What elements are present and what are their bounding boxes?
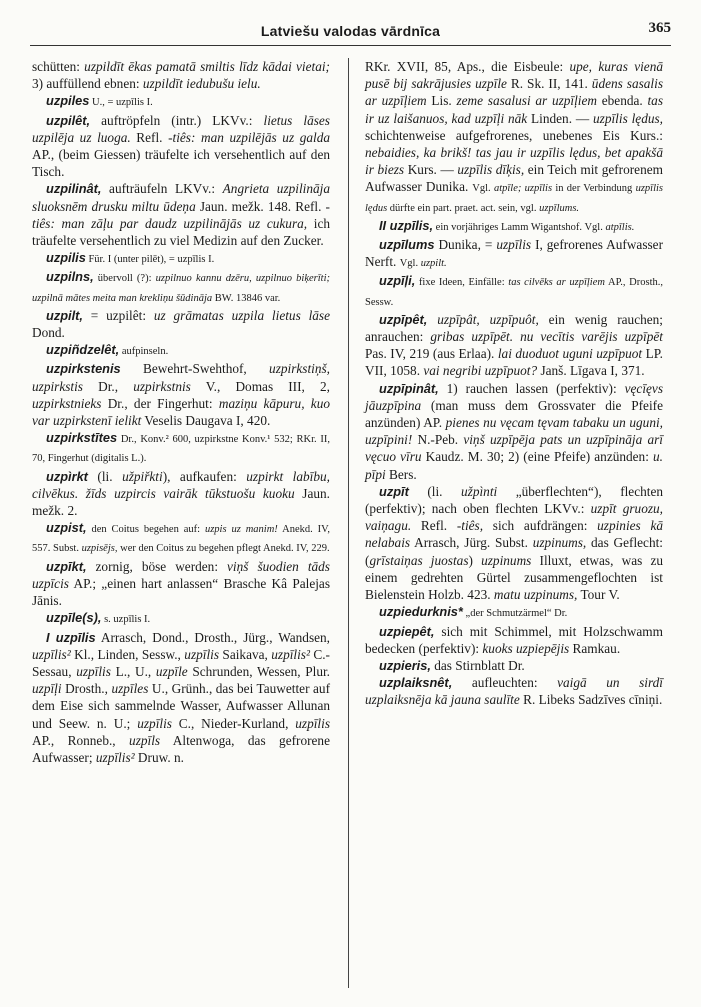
latvian-example: pienes nu vęcam tęvam tabaku un uguni, uzpīpini!	[365, 415, 663, 448]
dictionary-entry	[32, 609, 330, 628]
small-text: wer den Coitus zu begehen pflegt Anekd. IV, 229.	[117, 543, 330, 555]
small-text: BW. 13846 var.	[212, 292, 281, 304]
entry-continuation	[32, 58, 330, 92]
definition-text: (li.	[87, 468, 123, 484]
definition-text: AP.; „einen hart anlassen“ Brasche Kâ Palejas Jānis.	[32, 575, 330, 609]
dictionary-entry	[32, 629, 330, 767]
headword: uzpilinât,	[46, 181, 102, 197]
definition-text: schichtenweise aufgefrorenes, unebenes Eis Kurs.:	[365, 127, 663, 143]
dictionary-entry	[32, 519, 330, 557]
small-text: s. uzpīlis I.	[101, 614, 151, 626]
latvian-example: -tiês: man uzpilējās uz galda	[168, 129, 330, 145]
latvian-example: uzpīlis²	[271, 646, 310, 662]
latvian-example: lietus lāses uzpilēja uz luoga.	[32, 112, 330, 145]
latvian-example: maziņu kāpuru, kuo var uzpirkstenī ielikt	[32, 395, 330, 429]
definition-text	[427, 312, 437, 327]
definition-text: 1) rauchen lassen (perfektiv):	[438, 380, 625, 396]
column-divider	[348, 58, 349, 988]
dictionary-entry	[32, 341, 330, 360]
entry-continuation	[365, 58, 663, 217]
definition-text: Dunika, =	[434, 237, 497, 253]
definition-text: Altenwoga, das gefrorene Aufwasser;	[32, 732, 330, 765]
latvian-example: gribas uzpīpēt. nu vecītis varējis uzpīpēt	[430, 329, 663, 345]
headword: uzplaiksnêt,	[379, 675, 453, 691]
latvian-example: uzpīlis	[76, 663, 111, 679]
latvian-example: uzpīlis²	[95, 749, 135, 765]
latvian-example: uzpinums	[481, 552, 532, 568]
definition-text: )	[468, 552, 482, 568]
latvian-example: tas ir uz laišanuos, kad uzpīļi nāk	[365, 93, 664, 126]
definition-text: Kaudz. M. 30; 2) (eine Pfeife) anzünden:	[421, 449, 654, 465]
small-text: Vgl.	[472, 183, 494, 195]
headword: uzpiles	[46, 93, 90, 109]
definition-text: AP., Ronneb.,	[32, 732, 130, 748]
definition-text: das Geflecht: (	[365, 535, 663, 568]
small-text: den Coitus begehen auf:	[86, 524, 205, 536]
dictionary-entry	[365, 483, 663, 603]
small-text: in der Verbindung	[552, 183, 636, 195]
definition-text: sich aufdrängen:	[483, 518, 598, 534]
definition-text: „überflechten“), flechten (perfektiv); nach oben flechten LKVv.:	[365, 483, 664, 517]
latvian-example-small: uzpīlis lędus	[365, 183, 664, 214]
definition-text: Arrasch, Jürg. Subst.	[410, 535, 533, 551]
definition-text: Jaun. mežk. 2.	[32, 485, 330, 519]
latvian-example: uzpīle	[155, 663, 188, 679]
left-column	[32, 58, 330, 766]
dictionary-entry	[32, 468, 330, 520]
definition-text: Pas. IV, 219 (aus Erlaa).	[365, 346, 498, 362]
definition-text: schütten:	[32, 59, 85, 74]
definition-text: sich mit Schimmel, mit Holzschwamm bedecken (perfektiv):	[365, 623, 663, 656]
definition-text: N.-Peb.	[412, 432, 464, 448]
definition-text: LP. VII, 1058.	[365, 346, 663, 379]
latvian-example: uzpīls	[129, 732, 161, 748]
latvian-example: uzpīlis	[137, 715, 172, 731]
latvian-example: nebaidies, ka brikš! tas jau ir uzpīlis lędus, bet apakšā ir biezs	[365, 145, 663, 178]
right-column	[365, 58, 663, 709]
latvian-example-small: uzpisējs,	[81, 543, 118, 555]
dictionary-entry	[32, 429, 330, 467]
latvian-example: uzpirkstnis	[133, 378, 191, 394]
latvian-example-small: uzpilnuo kannu dzēru, uzpilnuo biķerīti; uzpilnā mātes meita man krekliņu šūdināja	[32, 273, 330, 304]
definition-text: Bers.	[385, 466, 417, 482]
definition-text: Refl.	[130, 129, 169, 145]
definition-text: Druw. n.	[134, 749, 184, 765]
definition-text: I, gefrorenes Aufwasser Nerft.	[365, 237, 663, 270]
latvian-example: uzpirkstiņš, uzpirkstis	[32, 361, 330, 394]
latvian-example: uzpirkt labību, cilvēkus. žīds uzpircis vairāk tūkstuošu kuoku	[32, 468, 330, 501]
dictionary-entry	[365, 311, 663, 380]
definition-text: Kurs. —	[404, 162, 458, 178]
running-header	[30, 20, 671, 42]
definition-text: Bewehrt-Swehthof,	[120, 361, 270, 377]
headword: uzpīle(s),	[46, 610, 102, 626]
definition-text: Schrunden, Wessen, Plur.	[187, 663, 330, 679]
header-rule	[30, 45, 671, 46]
latvian-example: užpìnti	[461, 483, 498, 499]
latvian-example: kuoks uzpiepējis	[482, 640, 570, 656]
definition-text: R. Libeks Sadzīves cīniņi.	[519, 692, 663, 708]
latvian-example: -tiês: man zāļu par daudz uzpilinājās uz cukura,	[32, 198, 330, 231]
definition-text: Saikava,	[219, 646, 272, 662]
latvian-example: uzpīles	[111, 681, 149, 697]
headword: uzpīt	[379, 483, 409, 499]
headword: uzpilêt,	[46, 112, 91, 128]
definition-text: RKr. XVII, 85, Aps., die Eisbeule:	[365, 59, 570, 74]
definition-text: das Stirnblatt Dr.	[430, 657, 525, 673]
latvian-example: vai negribi uzpīpuot?	[423, 363, 538, 379]
headword: uzpieris,	[379, 657, 431, 673]
definition-text: aufleuchten:	[452, 675, 558, 691]
dictionary-entry	[32, 92, 330, 111]
definition-text: Illuxt, etwas, was zu einem gedrehten Gürtel zusammengeflochten ist Bielenstein Holzb. 423.	[365, 552, 663, 603]
latvian-example-small: uzpilt.	[420, 258, 447, 270]
small-text: Für. I (unter pilēt), = uzpīlis I.	[85, 254, 215, 266]
headword: uzpiedurknis*	[379, 604, 463, 620]
small-text: übervoll (?):	[93, 273, 156, 285]
latvian-example: lai duoduot uguni uzpīpuot	[497, 346, 643, 362]
latvian-example: uzpinies kā nelabais	[365, 518, 663, 551]
definition-text: ), aufkaufen:	[162, 468, 247, 484]
headword: uzpīļi,	[379, 273, 416, 289]
latvian-example: uzpīlis dīķis,	[457, 162, 525, 178]
definition-text: ein Teich mit gefrorenem Aufwasser Dunika.	[365, 162, 663, 195]
latvian-example: u. pīpi	[365, 449, 663, 482]
definition-text: AP., (beim Giessen) träufelte ich versehentlich auf den Tisch.	[32, 147, 330, 180]
definition-text: Dr., der Fingerhut:	[101, 395, 219, 411]
headword: uzpīlums	[379, 237, 435, 253]
headword: uzpīkt,	[46, 558, 87, 574]
latvian-example-small: atpīle; uzpīlis	[493, 183, 553, 195]
definition-text: Ramkau.	[569, 640, 621, 656]
latvian-example: Angrieta uzpilināja sluoksnēm drusku miltu ūdeņa	[32, 181, 330, 214]
small-text: Vgl.	[399, 258, 421, 270]
latvian-example-small: tas cilvēks ar uzpīļiem	[508, 277, 605, 289]
latvian-example: uzpildīt ēkas pamatā smiltis līdz kādai vietai;	[84, 59, 330, 74]
dictionary-entry	[32, 180, 330, 249]
latvian-example: uzpildīt iedubušu ielu.	[142, 76, 261, 92]
dictionary-entry	[32, 249, 330, 268]
small-text: Anekd. IV, 557. Subst.	[32, 524, 331, 555]
dictionary-entry	[365, 272, 663, 310]
latvian-example: grīstaiņas juostas	[369, 552, 469, 568]
dictionary-entry	[32, 307, 330, 341]
dictionary-entry	[32, 558, 330, 610]
latvian-example-small: uzpīlums.	[539, 202, 580, 214]
definition-text: 3) auffüllend ebnen:	[32, 76, 143, 92]
dictionary-entry	[365, 657, 663, 674]
definition-text: ich träufelte versehentlich zu viel Medizin auf den Zucker.	[32, 215, 330, 249]
latvian-example: -tiês,	[456, 518, 484, 534]
latvian-example: uzpīlis²	[32, 646, 71, 662]
dictionary-entry	[365, 380, 663, 483]
headword: II uzpīlis,	[379, 217, 434, 233]
latvian-example: viņš uzpīpēja pats un uzpīpināja arī vęcuo vīru	[365, 432, 663, 465]
small-text: ein vorjähriges Lamm Wigantshof. Vgl.	[433, 221, 606, 233]
definition-text: Dond.	[32, 325, 65, 341]
latvian-example: ūdens sasalis ar uzpīļiem	[365, 76, 663, 109]
definition-text: ein wenig rauchen; anrauchen:	[365, 311, 663, 345]
definition-text: aufträufeln LKVv.:	[101, 181, 223, 197]
definition-text: Linden. —	[527, 110, 594, 126]
small-text: dürfte ein part. praet. act. sein, vgl.	[387, 202, 540, 214]
dictionary-entry	[32, 112, 330, 181]
headword: uzpīpinât,	[379, 380, 439, 396]
dictionary-entry	[365, 236, 663, 272]
latvian-example: uzpinums,	[532, 535, 587, 551]
definition-text: Dr.,	[82, 378, 134, 394]
definition-text: ebenda.	[597, 93, 648, 109]
latvian-example: zeme sasalusi ar uzpīļiem	[456, 93, 598, 109]
dictionary-entry	[365, 603, 663, 622]
headword: I uzpīlis	[46, 629, 96, 645]
latvian-example: uzpīlis	[496, 237, 532, 253]
latvian-example: uzpīļi	[32, 681, 62, 697]
page-number: 365	[648, 20, 671, 36]
latvian-example: uzpirkstnieks	[32, 395, 102, 411]
definition-text: Tour V.	[577, 587, 620, 603]
definition-text: Lis.	[426, 93, 457, 109]
latvian-example: uzpīlis lędus,	[593, 110, 663, 126]
definition-text: Jaun. mežk. 148. Refl.	[195, 198, 326, 214]
latvian-example: uzpīlis	[295, 715, 330, 731]
headword: uzpiepêt,	[379, 623, 435, 639]
definition-text: U., Grünh., das bei Tauwetter auf dem Eise sich sammelnde Wasser, Aufwasser Allunan und Seew. n. U.;	[32, 681, 330, 731]
headword: uzpist,	[46, 520, 87, 536]
definition-text: Veselis Daugava I, 420.	[141, 413, 271, 429]
latvian-example: matu uzpinums,	[493, 587, 578, 603]
latvian-example: viņš šuodien tāds uzpīcis	[32, 558, 330, 591]
latvian-example-small: uzpis uz manim!	[204, 524, 278, 536]
small-text: Dr., Konv.² 600, uzpirkstne Konv.¹ 532; RKr. II, 70, Fingerhut (digitalis L.).	[32, 434, 330, 465]
small-text: aufpinseln.	[119, 346, 169, 358]
dictionary-entry	[32, 360, 330, 429]
headword: uzpirkstenis	[46, 361, 121, 377]
dictionary-entry	[365, 674, 663, 708]
definition-text: L., U.,	[110, 663, 156, 679]
definition-text: Arrasch, Dond., Drosth., Jürg., Wandsen,	[95, 629, 331, 645]
dictionary-entry	[365, 623, 663, 657]
small-text: U., = uzpīlis I.	[89, 97, 153, 109]
definition-text: Kl., Linden, Sessw.,	[70, 646, 185, 662]
definition-text: auftröpfeln (intr.) LKVv.:	[90, 112, 264, 128]
headword: uzpiñdzelêt,	[46, 342, 120, 358]
latvian-example: uzpīlis	[184, 646, 220, 662]
dictionary-entry	[32, 268, 330, 306]
small-text: fixe Ideen, Einfälle:	[415, 277, 509, 289]
definition-text: C., Nieder-Kurland,	[171, 715, 296, 731]
headword: uzpilns,	[46, 269, 94, 285]
definition-text: (man muss dem Grossvater die Pfeife anzünden) AP.	[365, 397, 663, 431]
definition-text: Janš. Līgava I, 371.	[537, 363, 645, 379]
headword: uzpīpêt,	[379, 311, 428, 327]
definition-text: zornig, böse werden:	[86, 558, 228, 574]
latvian-example: upe, kuras vienā pusē bij sakrājusies uzpīle	[365, 59, 663, 92]
latvian-example: vaigā un sirdī uzplaiksnēja kā jauna saulīte	[365, 675, 663, 708]
latvian-example-small: atpīlis.	[605, 221, 635, 233]
definition-text: = uzpilêt:	[82, 307, 154, 323]
definition-text: V., Domas III, 2,	[190, 378, 330, 394]
small-text: AP., Drosth., Sessw.	[365, 277, 664, 308]
headword: uzpilis	[46, 250, 86, 266]
definition-text: (li.	[408, 483, 461, 499]
latvian-example: uz grāmatas uzpila lietus lāse	[153, 307, 330, 323]
latvian-example: uzpīpât, uzpīpuôt,	[437, 311, 539, 327]
headword: uzpirkstītes	[46, 430, 118, 446]
headword: uzpìrkt	[46, 468, 88, 484]
latvian-example: užpiřkti	[122, 468, 163, 484]
small-text: „der Schmutzärmel“ Dr.	[462, 608, 568, 620]
headword: uzpilt,	[46, 307, 83, 323]
definition-text: Drosth.,	[61, 681, 112, 697]
latvian-example: vęcīęvs jāuzpīpina	[365, 380, 663, 413]
definition-text: C.-Sessau,	[32, 646, 330, 679]
definition-text: Refl.	[411, 518, 457, 534]
dictionary-entry	[365, 217, 663, 236]
definition-text: R. Sk. II, 141.	[506, 76, 592, 92]
running-title: Latviešu valodas vārdnīca	[260, 23, 441, 39]
latvian-example: uzpīt gruozu, vaiņagu.	[365, 501, 664, 534]
